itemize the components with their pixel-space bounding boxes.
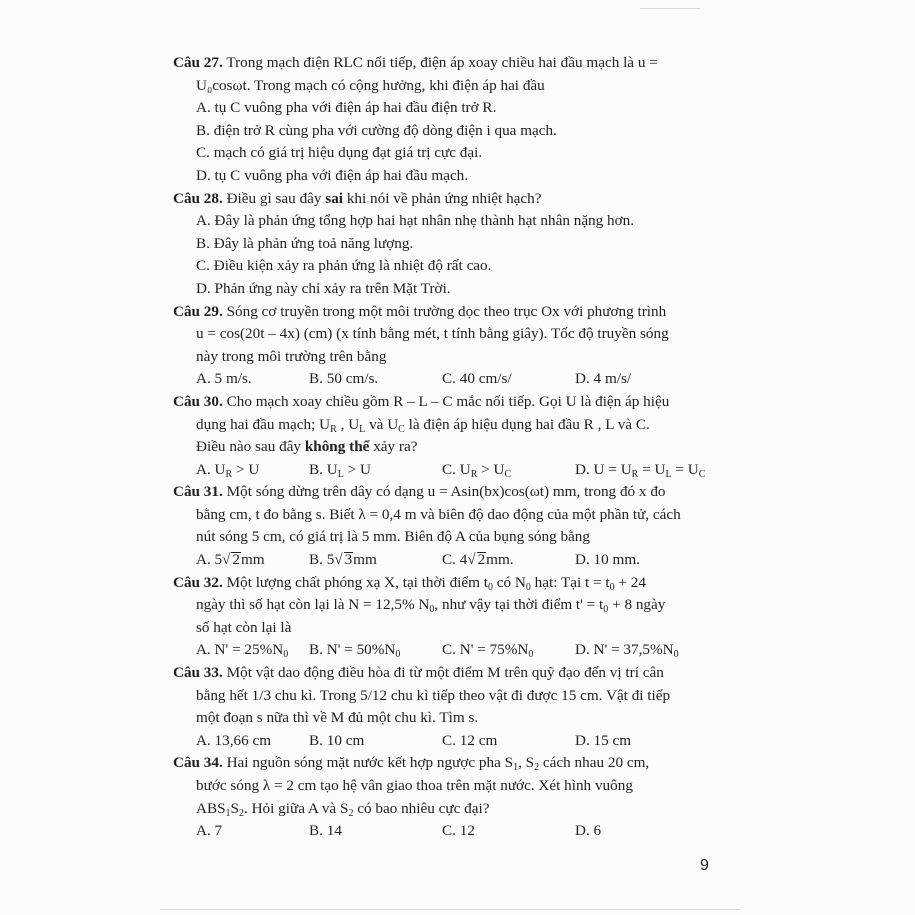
question-text: Cho mạch xoay chiều gồm R – L – C mắc nối tiếp. Gọi U là điện áp hiệu [226, 392, 670, 410]
question-text: Sóng cơ truyền trong một môi trường dọc theo trục Ox với phương trình [226, 302, 667, 320]
option-c: C. Điều kiện xảy ra phản ứng là nhiệt độ rất cao. [196, 257, 492, 275]
options-row [173, 549, 723, 572]
question-31 [173, 481, 723, 571]
question-31-line-3: nút sóng 5 cm, có giá trị là 5 mm. Biên độ A của bụng sóng bằng [196, 528, 590, 546]
question-32 [173, 572, 723, 662]
question-32-line-2: ngày thì số hạt còn lại là N = 12,5% $N_0$, như vậy tại thời điểm $t' = t_0 + 8$ ngày [196, 596, 666, 616]
question-27 [173, 52, 723, 188]
option-b: B. $N' = 50\%N_0$ [309, 641, 401, 661]
question-text: Hai nguồn sóng mặt nước kết hợp ngược pha [226, 754, 501, 772]
option-d: D. 15 cm [575, 731, 632, 749]
question-33 [173, 662, 723, 752]
question-32-line-1: Câu 32. Một lượng chất phóng xạ X, tại thời điểm $t_0$ có $N_0$ hạt: Tại $t = t_0 + 24$ [173, 573, 646, 593]
question-34-line-2: bước sóng λ = 2 cm tạo hệ vân giao thoa trên mặt nước. Xét hình vuông [196, 777, 633, 794]
question-27-line-1 [173, 52, 723, 75]
question-30-line-1 [173, 391, 723, 414]
option-a: A. 13,66 cm [196, 731, 272, 749]
question-27-line-2: U₀cosωt. Trong mạch có cộng hưởng, khi điện áp hai đầu [196, 76, 545, 94]
option-b: B. 14 [309, 822, 342, 840]
question-number: Câu 32. [173, 573, 223, 591]
question-text: dụng hai đầu mạch; [196, 415, 316, 433]
page-number: 9 [700, 857, 709, 874]
option-a: A. Đây là phản ứng tổng hợp hai hạt nhân nhẹ thành hạt nhân nặng hơn. [196, 212, 635, 230]
option-c: C. $U_R > U_C$ [442, 460, 512, 480]
option-c: C. $N' = 75\%N_0$ [442, 641, 534, 661]
options-row [173, 368, 723, 391]
option-d: D. 4 m/s/ [575, 370, 632, 388]
question-text: là điện áp hiệu dụng hai đầu R , L và C. [404, 415, 650, 433]
question-text: Trong mạch điện RLC nối tiếp, điện áp xoay chiều hai đầu mạch là u = [226, 54, 658, 71]
option-b: B. điện trở R cùng pha với cường độ dòng điện i qua mạch. [196, 121, 557, 139]
question-28 [173, 188, 723, 301]
question-number: Câu 27. [173, 54, 223, 71]
option-d: D. $U = U_R = U_L = U_C$ [575, 460, 706, 480]
question-30-line-2: dụng hai đầu mạch; $U_R$ , $U_L$ và $U_C$ là điện áp hiệu dụng hai đầu R , L và C. [196, 415, 650, 435]
question-29 [173, 301, 723, 391]
scan-edge-line [160, 909, 740, 910]
question-number: Câu 29. [173, 302, 223, 320]
option-a: A. 7 [196, 822, 223, 840]
options-row [173, 730, 723, 753]
option-a: A. $U_R > U$ [196, 460, 260, 480]
emphasis-word: sai [325, 189, 344, 207]
question-text: khi nói về phản ứng nhiệt hạch? [343, 189, 542, 207]
option-d: D. $N' = 37,5\%N_0$ [575, 641, 679, 661]
question-number: Câu 33. [173, 664, 223, 682]
option-d: D. 10 mm. [575, 551, 640, 569]
question-31-line-1 [173, 481, 723, 504]
question-text: Điều gì sau đây [226, 189, 326, 207]
option-b: B. Đây là phản ứng toả năng lượng. [196, 234, 414, 252]
question-number: Câu 28. [173, 189, 223, 207]
question-29-line-3: này trong môi trường trên bằng [196, 347, 387, 365]
question-33-line-1 [173, 662, 723, 685]
question-29-line-2: u = cos(20t – 4x) (cm) (x tính bằng mét, t tính bằng giây). Tốc độ truyền sóng [196, 325, 669, 343]
question-30-line-3 [173, 436, 723, 459]
options-row [173, 459, 723, 482]
question-text: Một vật dao động điều hòa đi từ một điểm M trên quỹ đạo đến vị trí cân [226, 664, 664, 682]
option-c: C. 12 cm [442, 731, 498, 749]
option-d: D. Phản ứng này chỉ xảy ra trên Mặt Trời. [196, 279, 451, 297]
question-text: Một lượng chất phóng xạ X, tại thời điểm [226, 573, 480, 591]
question-30 [173, 391, 723, 481]
options-row [173, 639, 723, 662]
question-text: và [369, 415, 384, 433]
option-a: A. tụ C vuông pha với điện áp hai đầu điện trở R. [196, 99, 497, 117]
question-34-line-3: $ABS_1S_2$. Hỏi giữa A và $S_2$ có bao nhiêu cực đại? [196, 799, 490, 819]
question-number: Câu 31. [173, 483, 223, 501]
option-d: D. 6 [575, 822, 602, 840]
question-text: ngày thì số hạt còn lại là N = 12,5% [196, 596, 415, 614]
option-c: C. 12 [442, 822, 475, 840]
option-a: A. $N' = 25\%N_0$ [196, 641, 289, 661]
question-text: xảy ra? [373, 438, 418, 456]
option-c: C. 40 cm/s/ [442, 370, 512, 388]
question-number: Câu 30. [173, 392, 223, 410]
scan-edge-line [640, 8, 700, 9]
option-b: B. 50 cm/s. [309, 370, 379, 388]
option-b: B. 5√ 3mm [309, 551, 377, 569]
question-list [173, 52, 723, 843]
option-b: B. $U_L > U$ [309, 460, 371, 480]
option-a: A. 5√ 2mm [196, 551, 265, 569]
question-text: Một sóng dừng trên dây có dạng u = Asin(bx)cos(ωt) mm, trong đó x đo [226, 483, 666, 501]
question-34 [173, 752, 723, 842]
question-text: Điều nào sau đây [196, 438, 302, 456]
question-34-line-1: Câu 34. Hai nguồn sóng mặt nước kết hợp ngược pha $S_1$, $S_2$ cách nhau 20 cm, [173, 754, 650, 774]
question-33-line-3: một đoạn s nữa thì về M đủ một chu kì. Tìm s. [196, 709, 479, 727]
question-31-line-2: bằng cm, t đo bằng s. Biết λ = 0,4 m và biên độ dao động của một phần tử, cách [196, 505, 681, 523]
option-b: B. 10 cm [309, 731, 365, 749]
option-c: C. mạch có giá trị hiệu dụng đạt giá trị cực đại. [196, 144, 483, 162]
question-29-line-1 [173, 301, 723, 324]
question-33-line-2: bằng hết 1/3 chu kì. Trong 5/12 chu kì tiếp theo vật đi được 15 cm. Vật đi tiếp [196, 686, 671, 704]
question-28-line-1 [173, 188, 723, 211]
question-number: Câu 34. [173, 754, 223, 772]
option-a: A. 5 m/s. [196, 370, 252, 388]
emphasis-word: không thể [304, 438, 370, 456]
question-32-line-3: số hạt còn lại là [196, 618, 292, 636]
option-c: C. 4√ 2mm. [442, 551, 514, 569]
option-d: D. tụ C vuông pha với điện áp hai đầu mạch. [196, 166, 469, 184]
options-row [173, 820, 723, 843]
